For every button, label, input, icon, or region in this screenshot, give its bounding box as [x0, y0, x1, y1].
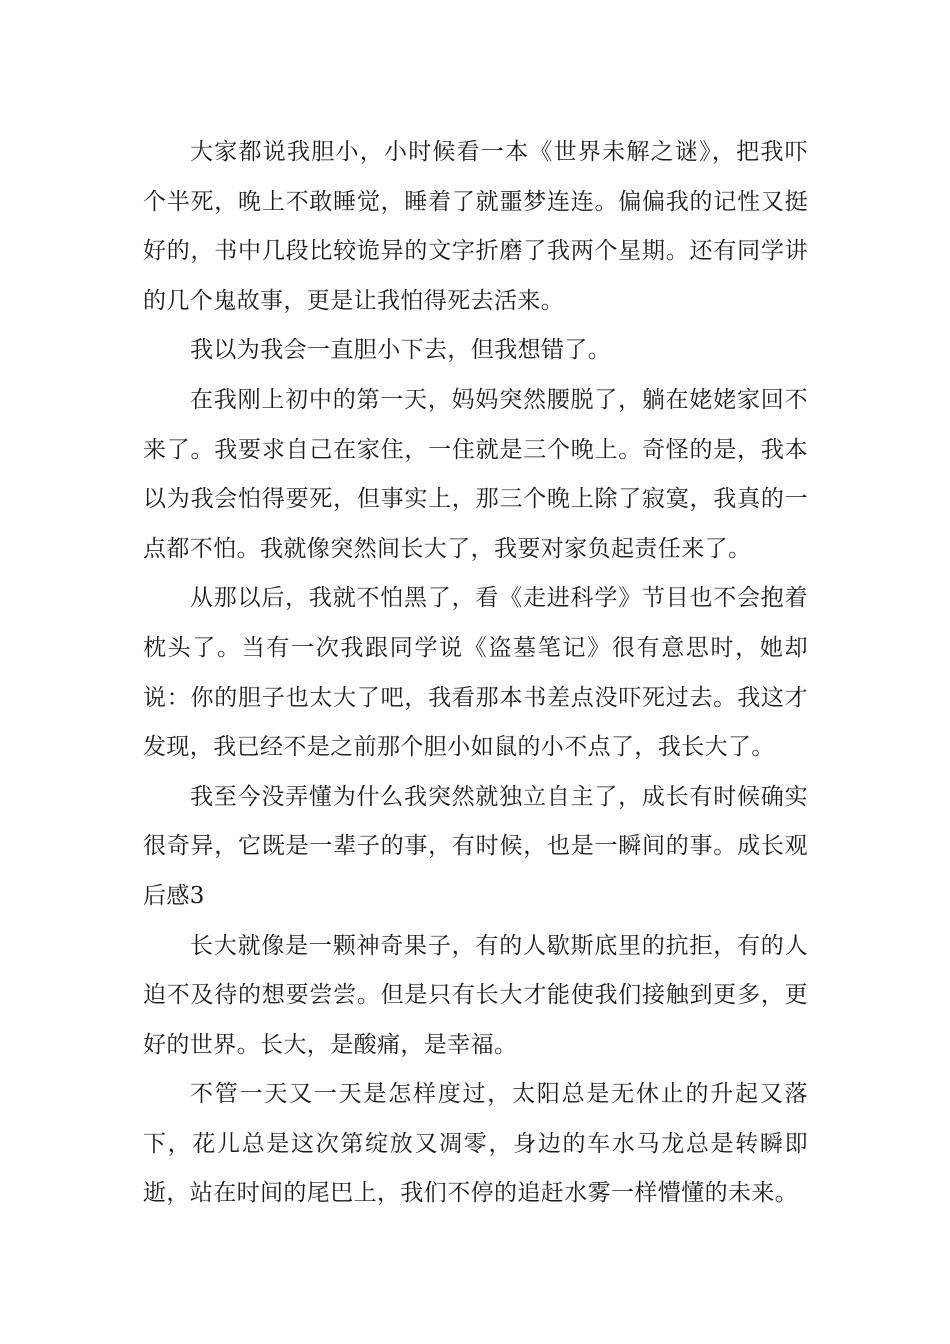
paragraph-1: 大家都说我胆小，小时候看一本《世界未解之谜》，把我吓个半死，晚上不敢睡觉，睡着了就噩梦连连。偏偏我的记性又挺好的，书中几段比较诡异的文字折磨了我两个星期。还有同学讲的几个鬼故事，更是让我怕得死去活来。: [143, 139, 808, 314]
paragraph-5: 我至今没弄懂为什么我突然就独立自主了，成长有时候确实很奇异，它既是一辈子的事，有时候，也是一瞬间的事。成长观后感3: [143, 783, 808, 909]
paragraph-3: 在我刚上初中的第一天，妈妈突然腰脱了，躺在姥姥家回不来了。我要求自己在家住，一住就是三个晚上。奇怪的是，我本以为我会怕得要死，但事实上，那三个晚上除了寂寞，我真的一点都不怕。我就像突然间长大了，我要对家负起责任来了。: [143, 386, 808, 562]
paragraph-2: 我以为我会一直胆小下去，但我想错了。: [190, 337, 612, 364]
paragraph-7: 不管一天又一天是怎样度过，太阳总是无休止的升起又落下，花儿总是这次第绽放又凋零，身边的车水马龙总是转瞬即逝，站在时间的尾巴上，我们不停的追赶水雾一样懵懂的未来。: [143, 1081, 808, 1207]
document-page: [143, 128, 808, 1219]
paragraph-6: 长大就像是一颗神奇果子，有的人歇斯底里的抗拒，有的人迫不及待的想要尝尝。但是只有长大才能使我们接触到更多，更好的世界。长大，是酸痛，是幸福。: [143, 932, 808, 1058]
paragraph-4: 从那以后，我就不怕黑了，看《走进科学》节目也不会抱着枕头了。当有一次我跟同学说《盗墓笔记》很有意思时，她却说：你的胆子也太大了吧，我看那本书差点没吓死过去。我这才发现，我已经不是之前那个胆小如鼠的小不点了，我长大了。: [143, 585, 808, 761]
